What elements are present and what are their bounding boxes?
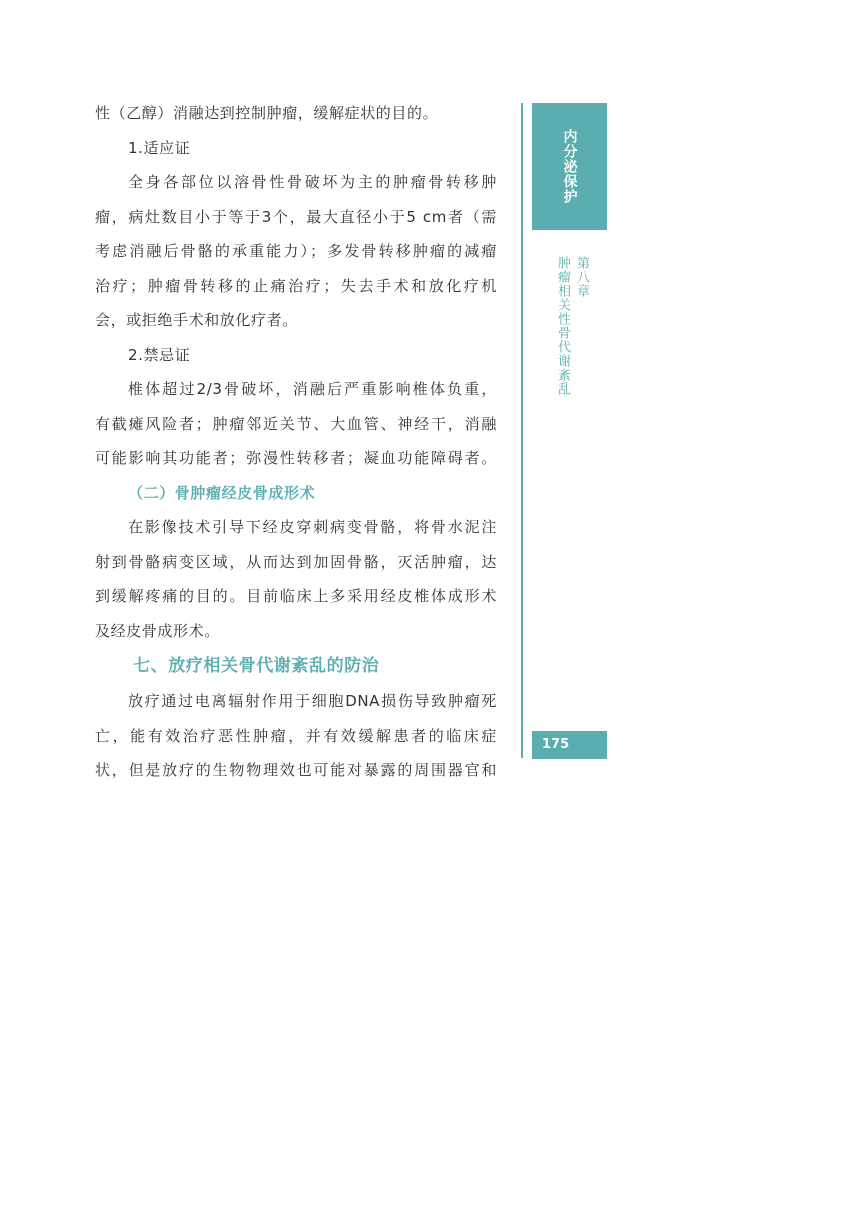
chapter-number: 第八章 [574, 256, 589, 298]
body-line: 椎体超过2/3骨破坏，消融后严重影响椎体负重， [128, 380, 497, 398]
side-tab-label: 内分泌保护 [561, 129, 578, 204]
body-line: 到缓解疼痛的目的。目前临床上多采用经皮椎体成形术 [95, 587, 497, 605]
side-tab [532, 103, 607, 230]
margin-divider [521, 103, 523, 758]
body-line: 状，但是放疗的生物物理效也可能对暴露的周围器官和 [95, 761, 497, 779]
numbered-heading-contraindications: 2.禁忌证 [128, 345, 191, 364]
body-line: 射到骨骼病变区域，从而达到加固骨骼，灭活肿瘤，达 [95, 552, 497, 571]
main-text-column [95, 96, 497, 788]
body-line: 有截瘫风险者；肿瘤邻近关节、大血管、神经干，消融 [95, 414, 497, 433]
body-line: 可能影响其功能者；弥漫性转移者；凝血功能障碍者。 [95, 449, 497, 467]
body-line: 治疗；肿瘤骨转移的止痛治疗；失去手术和放化疗机 [95, 276, 497, 295]
numbered-heading-indications: 1.适应证 [128, 138, 191, 157]
page-number: 175 [542, 737, 570, 752]
body-line: 全身各部位以溶骨性骨破坏为主的肿瘤骨转移肿 [128, 173, 497, 191]
subsection-heading: （二）骨肿瘤经皮骨成形术 [128, 483, 316, 502]
body-line: 瘤，病灶数目小于等于3个，最大直径小于5 cm者（需 [95, 207, 497, 226]
body-line: 考虑消融后骨骼的承重能力）；多发骨转移肿瘤的减瘤 [95, 242, 497, 260]
body-line: 会，或拒绝手术和放化疗者。 [95, 311, 298, 329]
section-heading: 七、放疗相关骨代谢紊乱的防治 [133, 656, 380, 676]
chapter-title: 肿瘤相关性骨代谢紊乱 [555, 256, 570, 396]
body-line: 及经皮骨成形术。 [95, 621, 220, 640]
body-line: 在影像技术引导下经皮穿刺病变骨骼，将骨水泥注 [128, 518, 497, 536]
chapter-running-head [553, 256, 591, 396]
body-line: 亡，能有效治疗恶性肿瘤，并有效缓解患者的临床症 [95, 726, 497, 745]
body-line: 性（乙醇）消融达到控制肿瘤，缓解症状的目的。 [95, 104, 439, 122]
page-number-badge [532, 731, 607, 759]
body-line: 放疗通过电离辐射作用于细胞DNA损伤导致肿瘤死 [128, 692, 497, 710]
